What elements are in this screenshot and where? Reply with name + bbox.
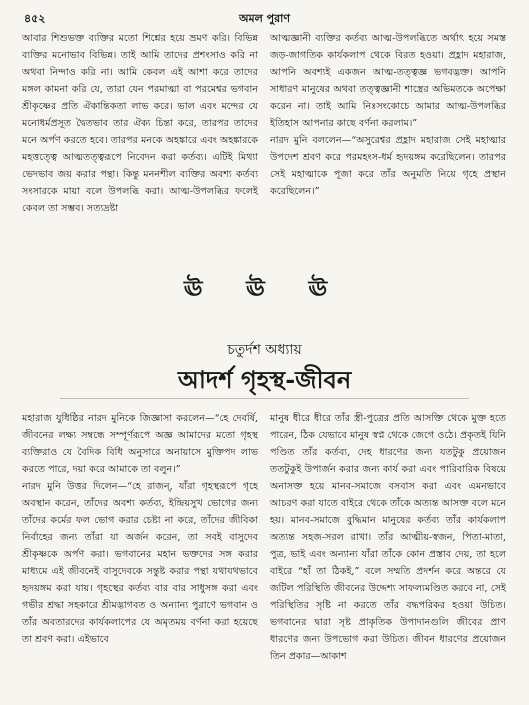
title-underline [60, 398, 469, 399]
chapter-title: আদর্শ গৃহস্থ-জীবন [177, 365, 352, 394]
paragraph: নারদ মুনি বললেন—“অসুরেশ্বর প্রহ্লাদ মহারাজ সেই মহাত্মার উপদেশ শ্রবণ করে পরমহংস-ধর্ম হৃদয়ঙ্গম করেছিলেন। তারপর সেই মহাত্মাকে পূজা করে তাঁর অনুমতি নিয়ে গৃহে প্রস্থান করেছিলেন।” [270, 135, 506, 197]
paragraph: আত্মজ্ঞানী ব্যক্তির কর্তব্য আত্ম-উপলব্ধিতে অর্থাৎ হয়ে সমস্ত জড়-জাগতিক কার্যকলাপ থেকে বিরত হওয়া। প্রহ্লাদ মহারাজ, আপনি অবশ্যই একজন আত্ম-তত্ত্বজ্ঞ ভগবদ্ভক্ত। আপনি সাধারণ মানুষের অথবা তত্ত্বজ্ঞানী শাস্ত্রের অভিমতকে অপেক্ষা করেন না। তাই আমি নিঃসংকোচে আমার আত্ম-উপলব্ধির ইতিহাস আপনার কাছে বর্ণনা করলাম।” [270, 33, 506, 129]
book-title: অমল পুরাণ [238, 12, 291, 25]
chapter-number: চতুর্দশ অধ্যায় [227, 342, 302, 358]
running-head [24, 10, 505, 28]
paragraph: আবার শিশুভক্ত ব্যক্তির মতো শিশ্নের হয়ে ভ্রমণ করি। বিভিন্ন ব্যক্তির মনোভাব বিভিন্ন। তাই আমি তাদের প্রশংসাও করি না অথবা নিন্দাও করি না। আমি কেবল এই আশা করে তাদের মঙ্গল কামনা করি যে, তারা যেন পরমাত্মা বা পরমেশ্বর ভগবান শ্রীকৃষ্ণের প্রতি ঐকান্তিকতা লাভ করে। ভাল এবং মন্দের যে মনোধর্মপ্রসূত দ্বৈতভাব তার ঐক্য চিন্তা করে, তারপর তাদের মনে অর্পণ করতে হবে। তারপর মনকে অহঙ্কারে এবং অহঙ্কারকে মহত্তত্ত্বে আত্মতত্ত্বরূপে নিবেদন করা কর্তব্য। এটিই মিথ্যা ভেদভাব জয় করার পন্থা। কিন্তু মননশীল ব্যক্তির অবশ্য কর্তব্য সংসারকে মায়া বলে উপলব্ধি করা। আত্ম-উপলব্ধির ফলেই কেবল তা সম্ভব। সত্যদ্রষ্টা [22, 33, 258, 214]
bottom-left-column [22, 410, 258, 700]
top-right-column [270, 30, 506, 197]
ornament-divider: ঊ ঊ ঊ [183, 276, 346, 302]
paragraph: নারদ মুনি উত্তর দিলেন—“হে রাজন্, যাঁরা গৃহস্থরূপে গৃহে অবস্থান করেন, তাঁদের অবশ্য কর্তব্য, ইন্দ্রিয়সুখ ভোগের জন্য তাঁদের কর্মের ফল ভোগ করার চেষ্টা না করে, তাঁদের জীবিকা নির্বাহের জন্য তাঁরা যা অর্জন করেন, তা সবই বাসুদেব শ্রীকৃষ্ণকে অর্পণ করা। ভগবানের মহান ভক্তদের সঙ্গ করার মাধ্যমে এই জীবনেই বাসুদেবকে সন্তুষ্ট করার পন্থা যথাযথভাবে হৃদয়ঙ্গম করা যায়। গৃহস্থের কর্তব্য বার বার সাধুসঙ্গ করা এবং গভীর শ্রদ্ধা সহকারে শ্রীমদ্ভাগবত ও অন্যান্য পুরাণে ভগবান ও তাঁর অবতারদের কার্যকলাপের যে অমৃতময় বর্ণনা করা হয়েছে তা শ্রবণ করা। এইভাবে [22, 481, 258, 645]
page-number: ৪৫২ [24, 12, 46, 25]
top-left-column [22, 30, 258, 278]
paragraph: মহারাজ যুধিষ্ঠির নারদ মুনিকে জিজ্ঞাসা করলেন—“হে দেবর্ষি, জীবনের লক্ষ্য সম্বন্ধে সম্পূর্ণরূপে অজ্ঞ আমাদের মতো গৃহস্থ ব্যক্তিরাও যে বৈদিক বিধি অনুসারে অনায়াসে মুক্তিপদ লাভ করতে পারে, দয়া করে আমাকে তা বলুন।” [22, 413, 258, 475]
bottom-right-column [270, 410, 506, 700]
paragraph: মানুষ ধীরে ধীরে তাঁর স্ত্রী-পুত্রের প্রতি আসক্তি থেকে মুক্ত হতে পারেন, ঠিক যেভাবে মানুষ স্বপ্ন থেকে জেগে ওঠে। প্রকৃতই যিনি পণ্ডিত তাঁর কর্তব্য, দেহ ধারণের জন্য যতটুকু প্রয়োজন ততটুকুই উপার্জন করার জন্য কার্য করা এবং পারিবারিক বিষয়ে অনাসক্ত হয়ে মানব-সমাজে বসবাস করা এবং এমনভাবে আচরণ করা যাতে বাইরে থেকে তাঁকে অত্যন্ত আসক্ত বলে মনে হয়। মানব-সমাজে বুদ্ধিমান মানুষের কর্তব্য তাঁর কার্যকলাপ অত্যন্ত সহজ-সরল রাখা। তাঁর আত্মীয়-স্বজন, পিতা-মাতা, পুত্র, ভাই এবং অন্যান্য যাঁরা তাঁকে কোন প্রস্তাব দেয়, তা হলে বাইরে “হাঁ তা ঠিকই,” বলে সম্মতি প্রদর্শন করে অন্তরে যে জটিল পরিস্থিতি জীবনের উদ্দেশ্য সাফল্যমণ্ডিত করবে না, সেই পরিস্থিতির সৃষ্টি না করতে তাঁর বদ্ধপরিকর হওয়া উচিত। ভগবানের দ্বারা সৃষ্ট প্রাকৃতিক উপাদানগুলি জীবের প্রাণ ধারণের জন্য উপভোগ করা উচিত। জীবন ধারণের প্রয়োজন তিন প্রকার—আকাশ [270, 413, 506, 662]
